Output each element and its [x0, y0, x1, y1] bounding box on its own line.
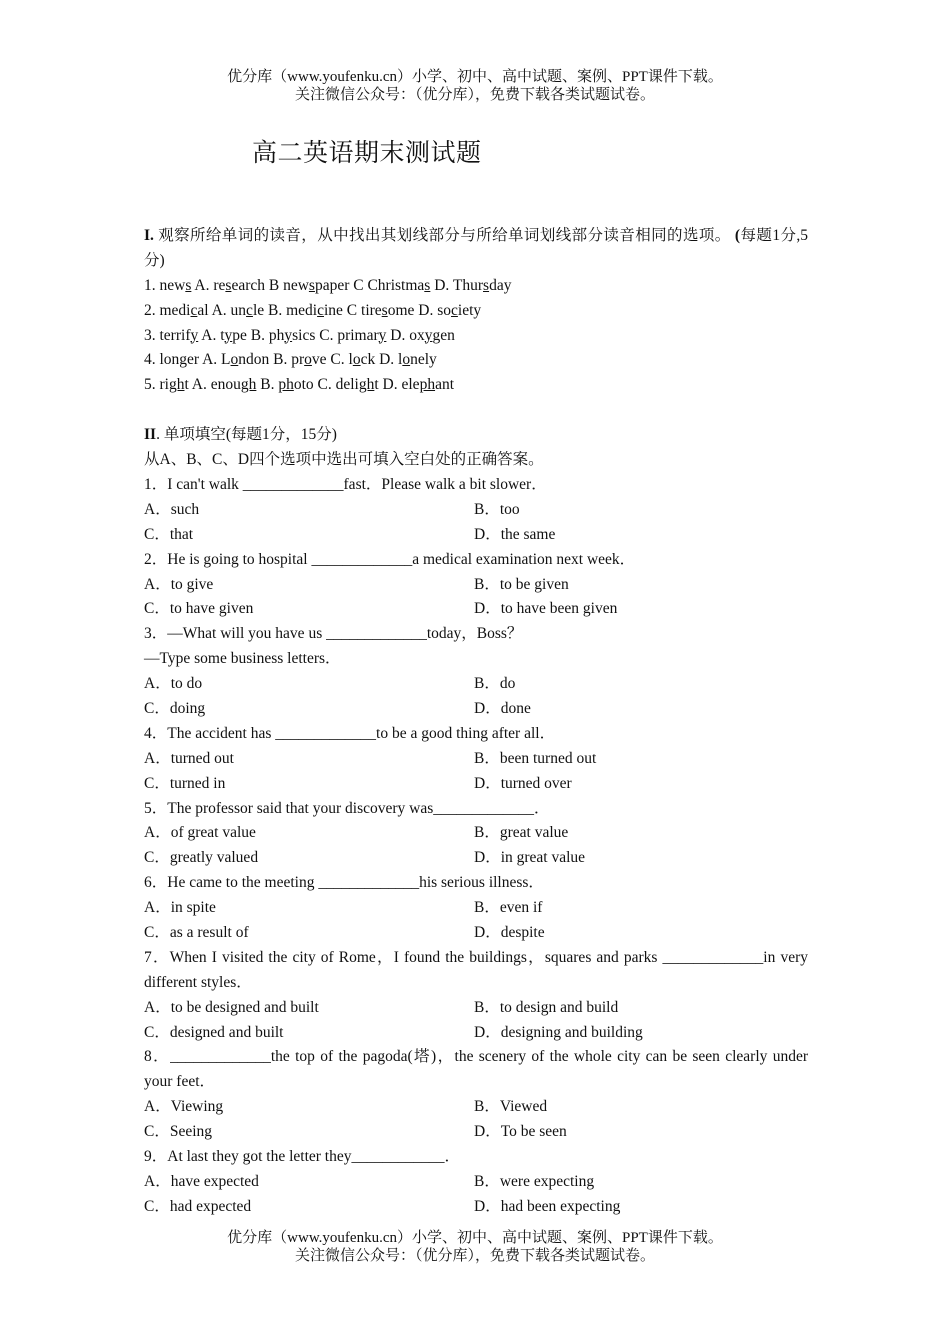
question-stem: 4．The accident has _____________to be a good thing after all．: [144, 724, 556, 742]
answer-option: A．of great value: [144, 824, 256, 842]
underlined-letters: c: [246, 301, 253, 319]
underlined-letters: c: [451, 301, 458, 319]
answer-option: B．do: [474, 675, 516, 693]
answer-option: B．Viewed: [474, 1098, 548, 1116]
answer-option: C．turned in: [144, 774, 226, 792]
question-stem: 7．When I visited the city of Rome，I found the buildings，squares and parks _____________in very different styles．: [144, 948, 808, 991]
answer-option: C．that: [144, 525, 194, 543]
option-row: [144, 672, 808, 697]
answer-option: A．such: [144, 500, 200, 518]
answer-option: D．to have been given: [474, 600, 618, 618]
answer-option: D．turned over: [474, 774, 572, 792]
underlined-letters: s: [308, 276, 315, 294]
exam-content: [144, 224, 808, 1220]
option-row: [144, 747, 808, 772]
option-row: [144, 523, 808, 548]
underlined-letters: s: [381, 301, 388, 319]
question-stem-reply: —Type some business letters．: [144, 650, 341, 668]
option-row: [144, 896, 808, 921]
section1-number: I.: [144, 227, 154, 244]
option-row: [144, 573, 808, 598]
option-row: [144, 1120, 808, 1145]
answer-option: C．doing: [144, 699, 206, 717]
question-stem: 9．At last they got the letter they____________．: [144, 1148, 460, 1166]
option-row: [144, 1021, 808, 1046]
underlined-letters: s: [185, 276, 192, 294]
underlined-letters: o: [230, 351, 239, 369]
question-stem: 8．_____________the top of the pagoda(塔)，the scenery of the whole city can be seen clearly under your feet．: [144, 1048, 808, 1091]
answer-option: D．in great value: [474, 849, 586, 867]
section2-heading: II. 单项填空(每题1分，15分): [144, 426, 337, 444]
answer-option: D．designing and building: [474, 1023, 643, 1041]
underlined-letters: gh: [168, 376, 185, 394]
answer-option: B．to be given: [474, 575, 569, 593]
underlined-letters: s: [424, 276, 431, 294]
answer-option: C．to have given: [144, 600, 254, 618]
header-line-1: 优分库（www.youfenku.cn）小学、初中、高中试题、案例、PPT课件下载。: [227, 69, 723, 85]
question-stem: 6．He came to the meeting _____________his serious illness．: [144, 874, 544, 892]
answer-option: B．great value: [474, 824, 569, 842]
underlined-letters: y: [378, 326, 387, 344]
underlined-letters: s: [483, 276, 490, 294]
answer-option: C．as a result of: [144, 923, 249, 941]
answer-option: D．To be seen: [474, 1123, 567, 1141]
answer-option: C．had expected: [144, 1197, 252, 1215]
underlined-letters: ph: [419, 376, 436, 394]
answer-option: B．even if: [474, 899, 543, 917]
underlined-letters: y: [224, 326, 233, 344]
answer-option: A．Viewing: [144, 1098, 224, 1116]
option-row: [144, 772, 808, 797]
section2-instruction: 从A、B、C、D四个选项中选出可填入空白处的正确答案。: [144, 451, 544, 469]
underlined-letters: o: [402, 351, 411, 369]
answer-option: B．too: [474, 500, 520, 518]
answer-option: A．to do: [144, 675, 203, 693]
option-row: [144, 597, 808, 622]
answer-option: D．the same: [474, 525, 556, 543]
answer-option: A．turned out: [144, 749, 234, 767]
phonetics-question: 5. right A. enough B. photo C. delight D. elephant: [144, 376, 454, 394]
option-row: [144, 921, 808, 946]
question-stem: 1．I can't walk _____________fast．Please walk a bit slower．: [144, 475, 547, 493]
answer-option: A．in spite: [144, 899, 216, 917]
underlined-letters: gh: [240, 376, 257, 394]
underlined-letters: y: [284, 326, 293, 344]
underlined-letters: y: [190, 326, 199, 344]
answer-option: B．to design and build: [474, 998, 619, 1016]
option-row: [144, 996, 808, 1021]
answer-option: B．were expecting: [474, 1172, 595, 1190]
option-row: [144, 697, 808, 722]
option-row: [144, 846, 808, 871]
underlined-letters: gh: [358, 376, 375, 394]
page-footer: [0, 1229, 950, 1265]
answer-option: A．to give: [144, 575, 214, 593]
page-title: 高二英语期末测试题: [252, 140, 482, 167]
underlined-letters: ph: [278, 376, 294, 394]
answer-option: D．despite: [474, 923, 545, 941]
phonetics-question: 4. longer A. London B. prove C. lock D. lonely: [144, 351, 437, 369]
underlined-letters: s: [225, 276, 232, 294]
answer-option: D．had been expecting: [474, 1197, 621, 1215]
answer-option: A．to be designed and built: [144, 998, 319, 1016]
option-row: [144, 1095, 808, 1120]
phonetics-question: 1. news A. research B newspaper C Christmas D. Thursday: [144, 276, 512, 294]
answer-option: D．done: [474, 699, 531, 717]
underlined-letters: y: [424, 326, 433, 344]
answer-option: C．Seeing: [144, 1123, 213, 1141]
page-header: [0, 68, 950, 104]
answer-option: C．greatly valued: [144, 849, 259, 867]
option-row: [144, 1170, 808, 1195]
underlined-letters: c: [190, 301, 198, 319]
section1-items: [144, 274, 808, 398]
option-row: [144, 1195, 808, 1220]
question-stem: 5．The professor said that your discovery was_____________．: [144, 799, 550, 817]
question-stem: 3．—What will you have us _____________today，Boss？: [144, 625, 523, 643]
header-line-2: 关注微信公众号：（优分库），免费下载各类试题试卷。: [294, 87, 655, 103]
footer-line-1: 优分库（www.youfenku.cn）小学、初中、高中试题、案例、PPT课件下载。: [227, 1230, 723, 1246]
section2-questions: [144, 473, 808, 1220]
phonetics-question: 2. medical A. uncle B. medicine C tiresome D. society: [144, 301, 482, 319]
answer-option: C．designed and built: [144, 1023, 284, 1041]
question-stem: 2．He is going to hospital _____________a medical examination next week．: [144, 550, 636, 568]
answer-option: A．have expected: [144, 1172, 259, 1190]
option-row: [144, 498, 808, 523]
underlined-letters: o: [352, 351, 361, 369]
phonetics-question: 3. terrify A. type B. physics C. primary D. oxygen: [144, 326, 455, 344]
section1-instruction: I. 观察所给单词的读音，从中找出其划线部分与所给单词划线部分读音相同的选项。 (每题1分,5分): [144, 227, 808, 269]
option-row: [144, 821, 808, 846]
underlined-letters: c: [317, 301, 324, 319]
underlined-letters: o: [304, 351, 312, 369]
answer-option: B．been turned out: [474, 749, 597, 767]
footer-line-2: 关注微信公众号：（优分库），免费下载各类试题试卷。: [294, 1248, 655, 1264]
